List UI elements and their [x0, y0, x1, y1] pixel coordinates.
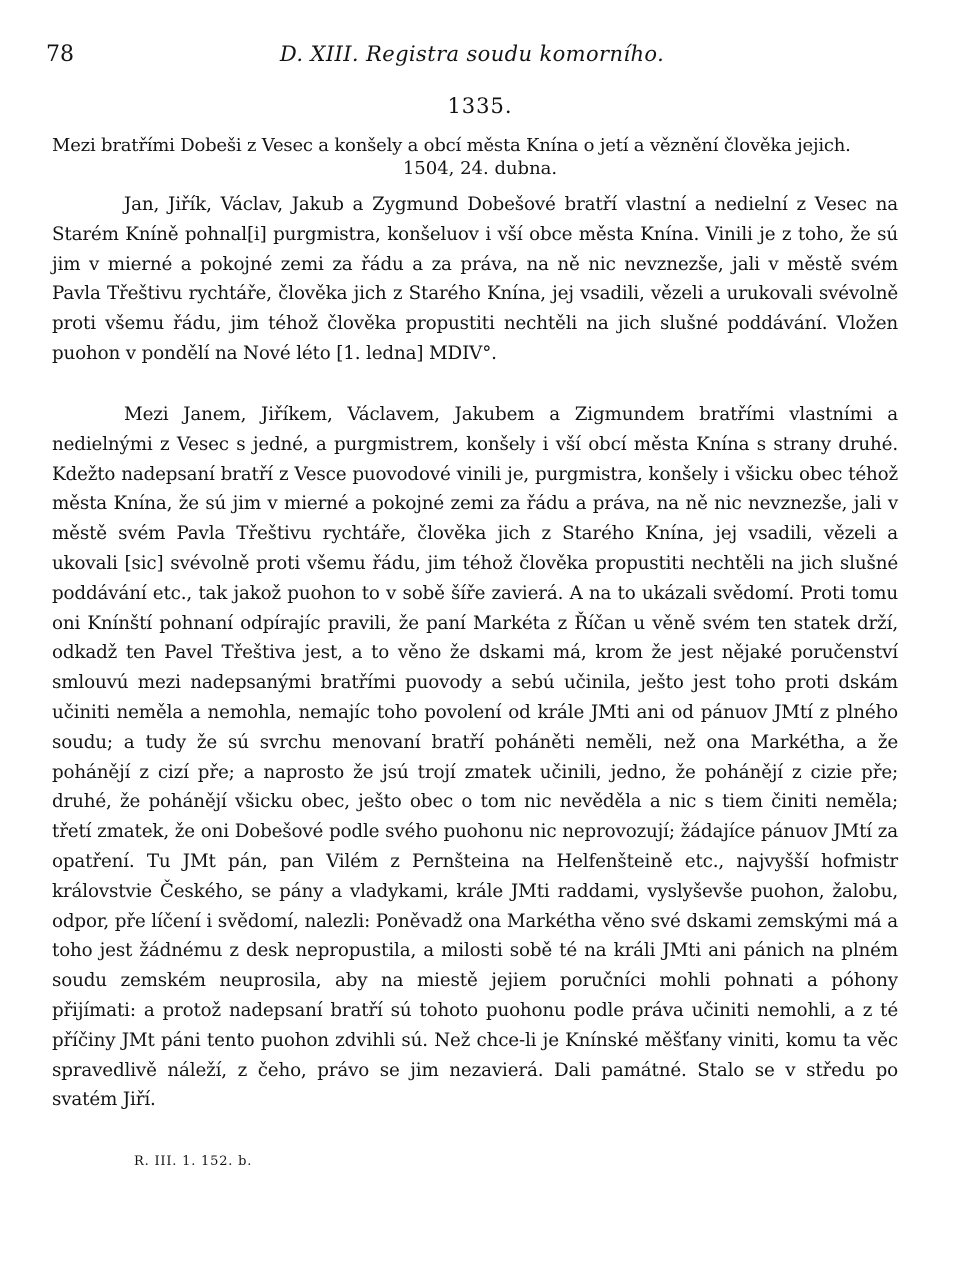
body-paragraph-2: Mezi Janem, Jiříkem, Václavem, Jakubem a Zigmundem bratřími vlastními a nedielnými z Vesec s jedné, a purgmistrem, konšely i vší obcí města Knína s strany druhé. Kdežto nadepsaní bratří z Vesce puovodové vinili je, purgmistra, konšely i všicku obec téhož města Knína, že sú jim v mierné a pokojné zemi za řádu a práva, na ně nic nevznezše, jali v městě svém Pavla Třeštivu rychtáře, člověka jich z Starého Knína, jej vsadili, vězeli a ukovali [sic] svévolně proti všemu řádu, jim téhož člověka propustiti nechtěli na jich slušné poddávání etc., tak jakož puohon to v sobě šíře zavierá. A na to ukázali svědomí. Proti tomu oni Knínští pohnaní odpírajíc pravili, že paní Markéta z Říčan u věně svém ten statek drží, odkadž ten Pavel Třeštiva jest, a to věno že dskami má, krom že jest nějaké poručenství smlouvú mezi nadepsanými bratřími puovody a sebú učinila, ješto jest toho proti dskám učiniti neměla a nemohla, nemajíc toho povolení od krále JMti ani od pánuov JMtí z plného soudu; a tudy že sú svrchu menovaní bratří poháněti neměli, než ona Markétha, a že pohánějí z cizí pře; a naprosto že jsú trojí zmatek učinili, jedno, že pohánějí z cizie pře; druhé, že pohánějí všicku obec, ješto obec o tom nic nevěděla a nic s tiem činiti neměla; třetí zmatek, že oni Dobešové podle svého puohonu nic neprovozují; žádajíce pánuov JMtí za opatření. Tu JMt pán, pan Vilém z Pernšteina na Helfenšteině etc., najvyšší hofmistr královstvie Českého, se pány a vladykami, krále JMti raddami, vyslyševše puohon, žalobu, odpor, pře líčení i svědomí, nalezli: Poněvadž ona Markétha věno své dskami zemskými má a toho jest žádnému z desk nepropustila, a milosti sobě té na králi JMti ani pánich na plném soudu zemském neuprosila, aby na miestě jejiem poručníci mohli pohnati a póhony přijímati: a protož nadepsaní bratří sú tohoto puohonu podle práva učiniti nemohli, a z té příčiny JMt páni tento puohon zdvihli sú. Než chce-li je Knínské měšťany viniti, komu ta věc spravedlivě náleží, z čeho, právo se jim nezavierá. Dali památné. Stalo se v středu po svatém Jiří.: [52, 404, 898, 1111]
page-number: 78: [46, 42, 74, 67]
entry-number: 1335.: [447, 94, 513, 118]
page-header: [46, 42, 898, 76]
body-paragraph-1: Jan, Jiřík, Václav, Jakub a Zygmund Dobešové bratří vlastní a nedielní z Vesec na Starém Kníně pohnal[i] purgmistra, konšeluov i vší obce města Knína. Vinili je z toho, že sú jim v mierné a pokojné zemi za řádu a za práva, na ně nic nevznezše, jali v městě svém Pavla Třeštivu rychtáře, člověka jich z Starého Knína, jej vsadili, vězeli a urukovali svévolně proti všemu řádu, jim téhož člověka propustiti nechtěli na jich slušné poddávání. Vložen puohon v pondělí na Nové léto [1. ledna] MDIV°.: [52, 194, 898, 364]
entry-date: 1504, 24. dubna.: [402, 158, 558, 179]
entry-summary: Mezi bratřími Dobeši z Vesec a konšely a obcí města Knína o jetí a věznění člověka jejich.: [52, 135, 851, 156]
source-reference: R. III. 1. 152. b.: [134, 1154, 253, 1169]
running-head: D. XIII. Registra soudu komorního.: [279, 42, 665, 66]
